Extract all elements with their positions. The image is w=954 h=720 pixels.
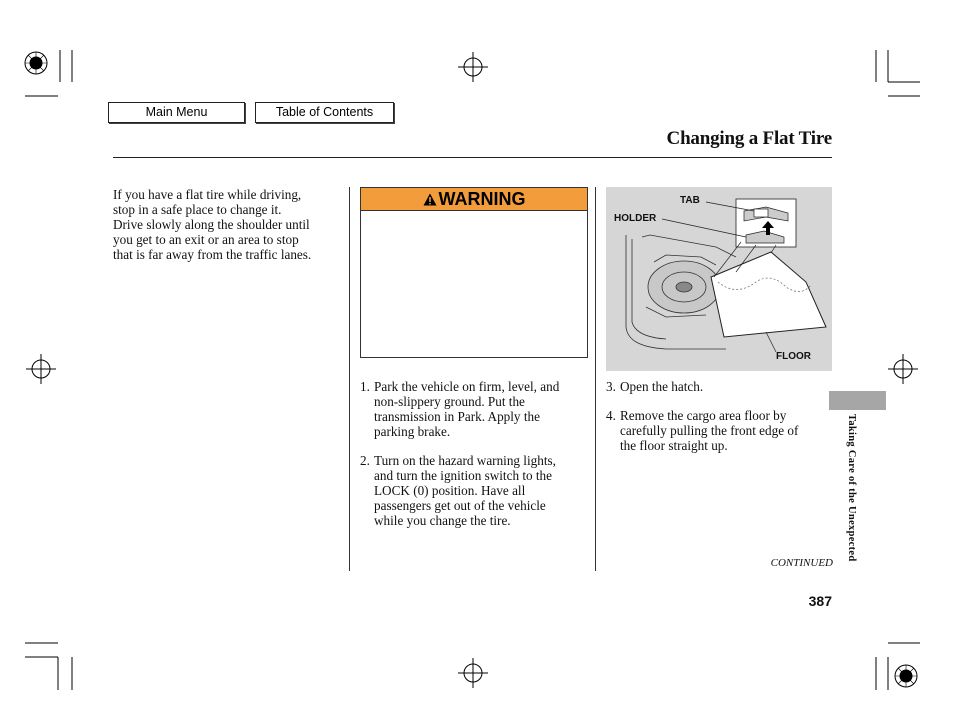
warning-header — [361, 188, 587, 211]
step-line: LOCK (0) position. Have all — [374, 483, 526, 498]
intro-line: If you have a flat tire while driving, — [113, 187, 302, 202]
step-line: Park the vehicle on firm, level, and — [374, 379, 560, 394]
step-number: 3. — [606, 379, 616, 394]
step-line: and turn the ignition switch to the — [374, 468, 553, 483]
step-line: carefully pulling the front edge of — [620, 423, 799, 438]
section-tab — [829, 391, 886, 410]
intro-paragraph — [113, 187, 345, 262]
continued-note: CONTINUED — [770, 557, 833, 569]
step-line: Turn on the hazard warning lights, — [374, 453, 556, 468]
step-line: the floor straight up. — [620, 438, 728, 453]
warning-label: WARNING — [438, 189, 526, 209]
table-of-contents-button[interactable]: Table of Contents — [255, 102, 394, 123]
cargo-floor-illustration — [606, 187, 832, 371]
title-rule — [113, 157, 832, 158]
column-divider — [349, 187, 350, 571]
intro-line: that is far away from the traffic lanes. — [113, 247, 312, 262]
step-line: transmission in Park. Apply the — [374, 409, 540, 424]
step-line: passengers get out of the vehicle — [374, 498, 546, 513]
intro-line: Drive slowly along the shoulder until — [113, 217, 310, 232]
step-number: 1. — [360, 379, 370, 394]
step-number: 4. — [606, 408, 616, 423]
floor-label: FLOOR — [776, 351, 811, 362]
intro-line: you get to an exit or an area to stop — [113, 232, 299, 247]
page-number: 387 — [808, 593, 832, 609]
warning-triangle-icon — [423, 193, 437, 206]
step-line: while you change the tire. — [374, 513, 511, 528]
step-line: Open the hatch. — [620, 379, 704, 394]
step-line: non-slippery ground. Put the — [374, 394, 525, 409]
holder-label: HOLDER — [614, 213, 657, 224]
section-tab-label: Taking Care of the Unexpected — [846, 414, 857, 562]
warning-box — [360, 187, 588, 358]
step-line: parking brake. — [374, 424, 451, 439]
step-number: 2. — [360, 453, 370, 468]
main-menu-button[interactable]: Main Menu — [108, 102, 245, 123]
tab-label: TAB — [680, 195, 700, 206]
step-line: Remove the cargo area floor by — [620, 408, 787, 423]
column-divider — [595, 187, 596, 571]
intro-line: stop in a safe place to change it. — [113, 202, 282, 217]
page-title: Changing a Flat Tire — [666, 128, 832, 149]
